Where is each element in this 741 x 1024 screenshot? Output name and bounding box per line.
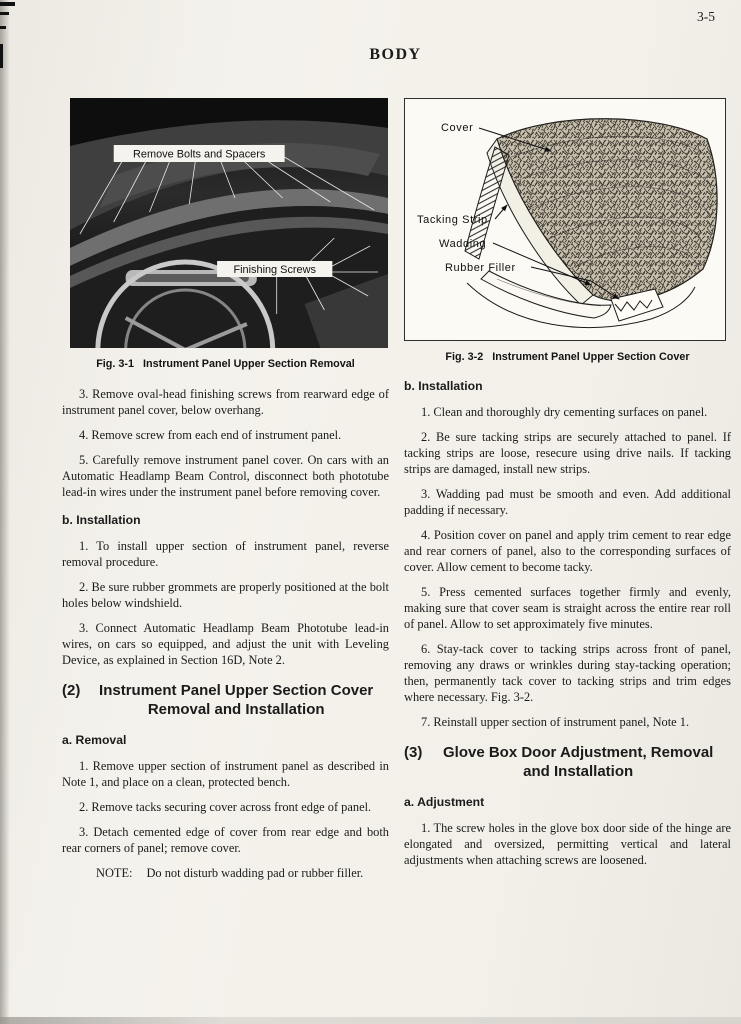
cover-diagram (405, 99, 725, 340)
installation-heading-left: b. Installation (62, 513, 141, 527)
content-columns (62, 98, 731, 890)
page-title: BODY (369, 46, 422, 63)
cover-removal-step-3: 3. Detach cemented edge of cover from rear edge and both rear corners of panel; remove cover. (62, 824, 389, 855)
scan-edge-shadow (0, 0, 10, 1024)
cover-removal-step-1: 1. Remove upper section of instrument panel as described in Note 1, and place on a clean, protected bench. (62, 758, 389, 789)
binding-mark (0, 26, 6, 29)
removal-step-4: 4. Remove screw from each end of instrument panel. (79, 428, 342, 442)
tacking-strip-label: Tacking Strip (417, 214, 488, 226)
figure-3-2 (404, 98, 726, 341)
section-2-heading (62, 682, 389, 720)
cover-install-step-3: 3. Wadding pad must be smooth and even. Add additional padding if necessary. (404, 487, 731, 517)
figure-3-1-caption (62, 358, 389, 370)
right-column (404, 98, 731, 890)
section-3-number: (3) (404, 744, 423, 761)
instrument-panel-photo (70, 98, 388, 348)
figure-3-1-title: Instrument Panel Upper Section Removal (143, 358, 355, 370)
note-text: Do not disturb wadding pad or rubber filler. (146, 865, 364, 880)
section-3-heading (404, 744, 731, 782)
cover-install-step-4: 4. Position cover on panel and apply trim cement to rear edge and rear corners of panel, also to the corresponding surfaces of cover. Allow cement to become tacky. (404, 528, 731, 574)
binding-mark (0, 12, 9, 15)
figure-3-1 (70, 98, 388, 348)
section-2-title: Instrument Panel Upper Section Cover Removal and Installation (99, 682, 374, 718)
removal-step-3: 3. Remove oval-head finishing screws from rearward edge of instrument panel cover, below overhang. (62, 387, 389, 417)
binding-mark (0, 2, 15, 6)
note-paragraph (62, 865, 389, 881)
adjustment-heading: a. Adjustment (404, 794, 485, 809)
left-column (62, 98, 389, 890)
removal-heading: a. Removal (62, 732, 127, 747)
cover-install-step-6: 6. Stay-tack cover to tacking strips across front of panel, removing any draws or wrinkles during stay-tacking operation; then, permanently tack cover to tacking strips and trim edges where necessary. Fig. 3-2. (404, 642, 731, 704)
note-label: NOTE: (96, 865, 133, 880)
figure-3-2-number: Fig. 3-2 (445, 351, 484, 363)
section-3-title: Glove Box Door Adjustment, Removal and Installation (443, 744, 714, 780)
figure-3-1-number: Fig. 3-1 (96, 358, 134, 370)
cover-install-step-5: 5. Press cemented surfaces together firmly and evenly, making sure that cover seam is straight across the entire rear roll of panel. Allow to set approximately five minutes. (404, 585, 731, 631)
cover-removal-step-2: 2. Remove tacks securing cover across front edge of panel. (79, 799, 372, 814)
cover-shape (497, 119, 717, 301)
section-2-number: (2) (62, 682, 81, 699)
cover-install-step-1: 1. Clean and thoroughly dry cementing surfaces on panel. (421, 405, 708, 419)
scan-bottom-edge (0, 1017, 741, 1024)
removal-step-5: 5. Carefully remove instrument panel cover. On cars with an Automatic Headlamp Beam Control, disconnect both phototube lead-in wires under the instrument panel before removing cover. (62, 453, 389, 499)
cover-install-step-2: 2. Be sure tacking strips are securely attached to panel. If tacking strips are loose, resecure using drive nails. If tacking strips are damaged, install new strips. (404, 430, 731, 476)
cover-install-step-7: 7. Reinstall upper section of instrument panel, Note 1. (421, 715, 690, 729)
rubber-filler-label: Rubber Filler (445, 262, 516, 274)
figure-3-2-caption (404, 351, 731, 363)
installation-step-1: 1. To install upper section of instrument panel, reverse removal procedure. (62, 539, 389, 569)
figure-3-2-title: Instrument Panel Upper Section Cover (492, 351, 690, 363)
installation-heading-right: b. Installation (404, 379, 483, 393)
cover-label: Cover (441, 122, 474, 134)
binding-mark (0, 44, 3, 68)
page-number: 3-5 (697, 9, 715, 24)
adjustment-step-1: 1. The screw holes in the glove box door side of the hinge are elongated and oversized, permitting vertical and lateral adjustments when attaching screws are loosened. (404, 820, 731, 867)
installation-step-2: 2. Be sure rubber grommets are properly positioned at the bolt holes below windshield. (62, 580, 389, 610)
bolts-label: Remove Bolts and Spacers (133, 148, 266, 161)
installation-step-3: 3. Connect Automatic Headlamp Beam Phototube lead-in wires, on cars so equipped, and adjust the unit with Leveling Device, as explained in Section 16D, Note 2. (62, 621, 389, 667)
wadding-label: Wadding (439, 238, 487, 250)
screws-label: Finishing Screws (233, 263, 316, 277)
